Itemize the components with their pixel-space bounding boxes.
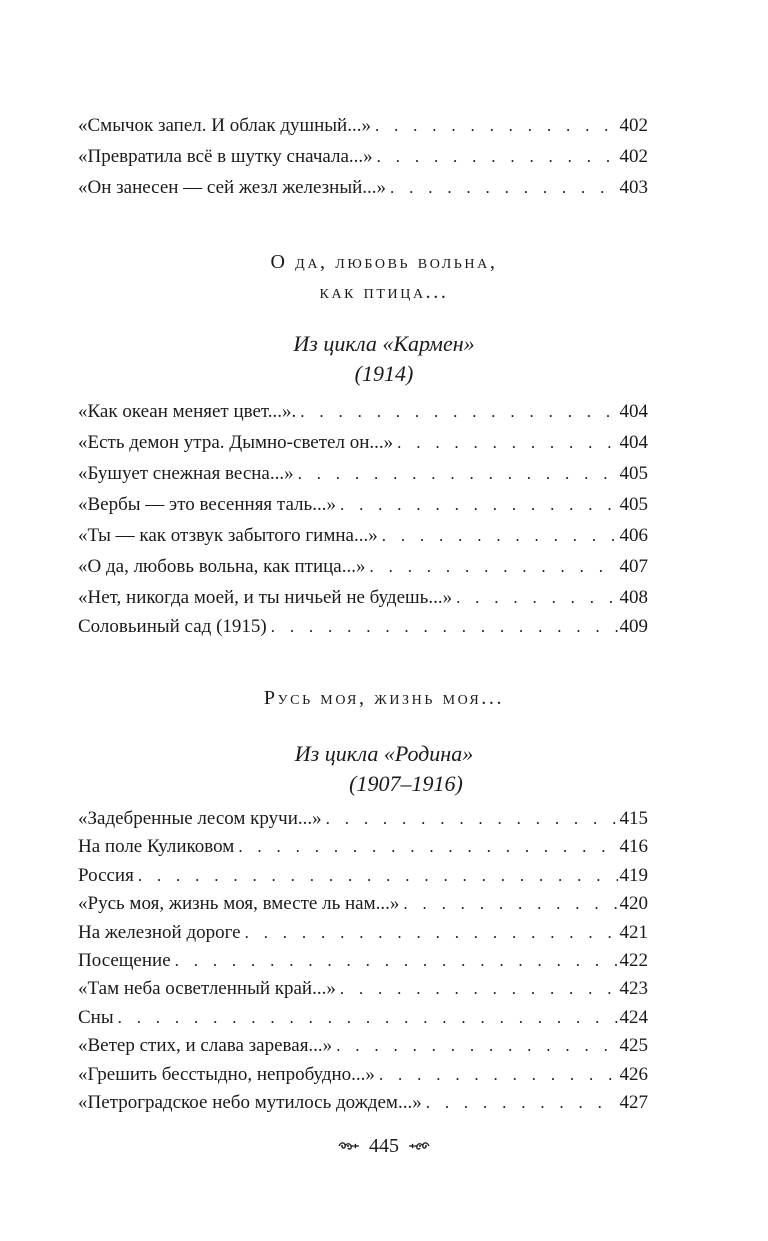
toc-entry-title: «Вербы — это весенняя таль...» xyxy=(78,494,336,515)
dot-leader xyxy=(382,520,618,551)
toc-entry[interactable] xyxy=(78,975,648,1003)
fleuron-right-icon xyxy=(408,1139,430,1153)
toc-entry-title: Сны xyxy=(78,1006,114,1028)
dot-leader xyxy=(326,805,618,833)
toc-block-top xyxy=(78,110,648,203)
toc-entry-page: 404 xyxy=(619,401,648,422)
dot-leader xyxy=(118,1004,618,1032)
page-footer xyxy=(0,1133,768,1158)
toc-entry-page: 404 xyxy=(619,432,648,453)
toc-entry-title: Посещение xyxy=(78,950,171,972)
toc-entry-title: «Ты — как отзвук забытого гимна...» xyxy=(78,525,378,546)
toc-entry[interactable] xyxy=(78,551,648,582)
dot-leader xyxy=(298,458,618,489)
toc-entry-page: 408 xyxy=(619,587,648,608)
toc-entry-page: 420 xyxy=(619,893,648,915)
toc-entry[interactable] xyxy=(78,427,648,458)
dot-leader xyxy=(377,141,618,172)
toc-entry-page: 405 xyxy=(619,494,648,515)
toc-entry[interactable] xyxy=(78,862,648,890)
toc-entry[interactable] xyxy=(78,582,648,613)
section-title-line-2: как птица... xyxy=(319,281,449,303)
dot-leader xyxy=(340,975,618,1003)
toc-entry-title: На железной дороге xyxy=(78,921,241,943)
toc-entry-title: «Есть демон утра. Дымно-светел он...» xyxy=(78,432,394,453)
toc-entry-title: «Там неба осветленный край...» xyxy=(78,978,336,1000)
section-title: Русь моя, жизнь моя... xyxy=(263,687,505,709)
dot-leader xyxy=(138,862,618,890)
toc-entry-page: 403 xyxy=(619,177,648,198)
toc-entry-page: 409 xyxy=(619,616,648,637)
toc-entry-title: «Задебренные лесом кручи...» xyxy=(78,808,322,829)
toc-entry-page: 407 xyxy=(619,556,648,577)
toc-entry-page: 405 xyxy=(619,463,648,484)
toc-entry[interactable] xyxy=(78,613,648,641)
dot-leader xyxy=(175,947,618,975)
dot-leader xyxy=(336,1032,617,1060)
toc-entry-page: 415 xyxy=(619,808,648,829)
toc-entry[interactable] xyxy=(78,919,648,947)
toc-entry-title: «Нет, никогда моей, и ты ничьей не будешь...» xyxy=(78,587,453,608)
toc-entry[interactable] xyxy=(78,1089,648,1117)
toc-entry-page: 421 xyxy=(619,921,648,943)
dot-leader xyxy=(456,582,617,613)
cycle-years: (1914) xyxy=(354,361,414,386)
toc-entry-page: 416 xyxy=(619,836,648,858)
dot-leader xyxy=(370,551,618,582)
toc-entry[interactable] xyxy=(78,805,648,833)
dot-leader xyxy=(390,172,617,203)
toc-entry-page: 424 xyxy=(619,1006,648,1028)
dot-leader xyxy=(375,110,618,141)
toc-entry-title: «Бушует снежная весна...» xyxy=(78,463,294,484)
toc-entry-title: «Петроградское небо мутилось дождем...» xyxy=(78,1092,422,1114)
toc-entry-page: 422 xyxy=(619,950,648,972)
cycle-title: Из цикла «Родина» xyxy=(294,741,474,766)
toc-entry-title: «Превратила всё в шутку сначала...» xyxy=(78,146,373,167)
dot-leader xyxy=(397,427,617,458)
toc-entry[interactable] xyxy=(78,520,648,551)
toc-entry-page: 427 xyxy=(619,1092,648,1114)
toc-entry[interactable] xyxy=(78,1032,648,1060)
page-number: 445 xyxy=(369,1135,399,1158)
section-title-line-1: О да, любовь вольна, xyxy=(270,251,498,273)
cycle-years: (1907–1916) xyxy=(349,771,463,796)
dot-leader xyxy=(271,613,618,641)
cycle-title: Из цикла «Кармен» xyxy=(293,331,475,356)
toc-entry[interactable] xyxy=(78,947,648,975)
toc-entry-page: 402 xyxy=(619,115,648,136)
toc-entry-title: «Он занесен — сей жезл железный...» xyxy=(78,177,387,198)
toc-entry-title: «Смычок запел. И облак душный...» xyxy=(78,115,371,136)
toc-entry-title: «Грешить бесстыдно, непробудно...» xyxy=(78,1063,375,1085)
toc-entry-page: 419 xyxy=(619,864,648,886)
dot-leader xyxy=(403,890,617,918)
dot-leader xyxy=(379,1061,618,1089)
toc-entry[interactable] xyxy=(78,489,648,520)
toc-entry[interactable] xyxy=(78,1061,648,1089)
toc-entry[interactable] xyxy=(78,396,648,427)
toc-entry[interactable] xyxy=(78,458,648,489)
toc-entry-page: 425 xyxy=(619,1035,648,1057)
toc-entry-title: «Русь моя, жизнь моя, вместе ль нам...» xyxy=(78,893,400,915)
toc-entry[interactable] xyxy=(78,1004,648,1032)
toc-entry-page: 402 xyxy=(619,146,648,167)
dot-leader xyxy=(245,919,618,947)
toc-entry-title: Соловьиный сад (1915) xyxy=(78,616,267,637)
toc-entry-title: «Ветер стих, и слава заревая...» xyxy=(78,1035,333,1057)
toc-block-rodina xyxy=(78,805,648,1117)
toc-entry[interactable] xyxy=(78,833,648,861)
toc-entry-page: 423 xyxy=(619,978,648,1000)
fleuron-left-icon xyxy=(338,1139,360,1153)
toc-entry-title: На поле Куликовом xyxy=(78,836,235,858)
toc-entry[interactable] xyxy=(78,110,648,141)
toc-entry[interactable] xyxy=(78,890,648,918)
toc-entry[interactable] xyxy=(78,141,648,172)
dot-leader xyxy=(340,489,618,520)
toc-block-carmen xyxy=(78,396,648,641)
dot-leader xyxy=(300,396,617,427)
toc-entry-title: «Как океан меняет цвет...». xyxy=(78,401,297,422)
toc-entry-page: 406 xyxy=(619,525,648,546)
toc-entry-title: «О да, любовь вольна, как птица...» xyxy=(78,556,366,577)
toc-entry-title: Россия xyxy=(78,864,134,886)
toc-entry-page: 426 xyxy=(619,1063,648,1085)
dot-leader xyxy=(238,833,617,861)
dot-leader xyxy=(426,1089,618,1117)
toc-entry[interactable] xyxy=(78,172,648,203)
